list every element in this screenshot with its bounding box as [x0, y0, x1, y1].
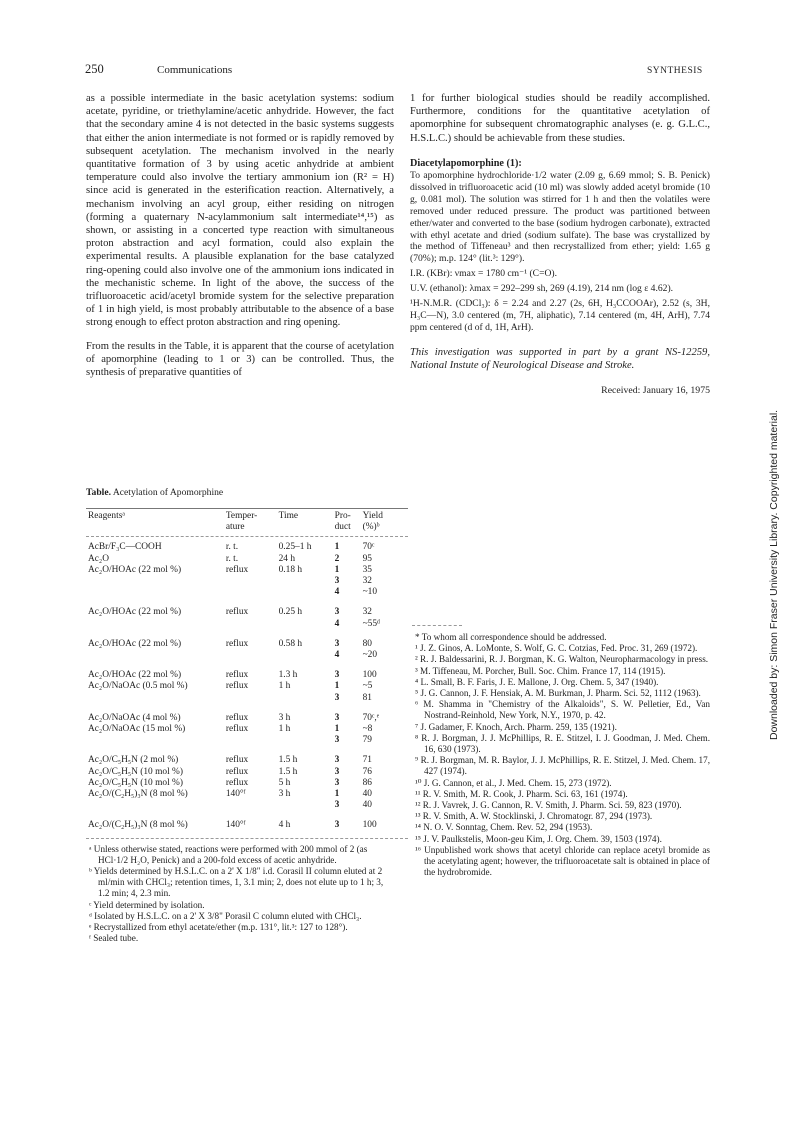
table-row — [86, 704, 408, 724]
experimental-section — [410, 170, 710, 334]
cell-yield: 76 — [362, 766, 372, 777]
cell-temperature: reflux — [225, 724, 249, 735]
cell-temperature — [224, 800, 277, 811]
cell-reagents — [86, 693, 224, 704]
reference-item: ¹³ R. V. Smith, A. W. Stocklinski, J. Chromatogr. 87, 294 (1973). — [415, 811, 653, 822]
cell-reagents: Ac₂O/C₅H₅N (2 mol %) — [88, 755, 179, 766]
cell-time — [277, 693, 333, 704]
reference-item: ¹⁰ J. G. Cannon, et al., J. Med. Chem. 15, 273 (1972). — [415, 777, 612, 788]
reference-item: ¹ J. Z. Ginos, A. LoMonte, S. Wolf, G. C. Cotzias, Fed. Proc. 31, 269 (1972). — [415, 643, 698, 654]
header-yield-line2: (%)ᵇ — [362, 522, 380, 533]
cell-reagents — [86, 800, 224, 811]
header-product-line2: duct — [334, 522, 351, 533]
cell-product: 3 — [334, 735, 340, 746]
cell-product: 1 — [334, 681, 340, 692]
cell-temperature: r. t. — [225, 542, 239, 553]
table-footnote: ᵈ Isolated by H.S.L.C. on a 2' X 3/8" Porasil C column eluted with CHCl₃. — [89, 910, 362, 921]
cell-temperature: r. t. — [225, 553, 239, 564]
cell-reagents: Ac₂O/C₅H₅N (10 mol %) — [88, 777, 183, 788]
reference-item: ¹⁴ N. O. V. Sonntag, Chem. Rev. 52, 294 (1953). — [415, 822, 593, 833]
cell-yield: 40 — [362, 789, 372, 800]
cell-yield: ~10 — [362, 587, 378, 598]
cell-reagents: Ac₂O — [88, 553, 109, 564]
table-row — [86, 554, 408, 565]
cell-yield: 95 — [362, 553, 372, 564]
table-footnote: ᶜ Yield determined by isolation. — [89, 899, 205, 910]
cell-reagents: Ac₂O/HOAc (22 mol %) — [88, 638, 182, 649]
reference-item: ⁴ L. Small, B. F. Faris, J. E. Mallone, J. Org. Chem. 5, 347 (1940). — [415, 676, 659, 687]
reference-item: ¹² R. J. Vavrek, J. G. Cannon, R. V. Smith, J. Pharm. Sci. 59, 823 (1970). — [415, 800, 682, 811]
left-column-text — [86, 92, 394, 379]
cell-product: 1 — [334, 564, 340, 575]
cell-reagents — [86, 587, 224, 598]
cell-product: 3 — [334, 692, 340, 703]
cell-temperature — [224, 576, 277, 587]
header-temperature-line1: Temper- — [225, 511, 258, 521]
header-temperature-line2: ature — [225, 522, 245, 533]
cell-product: 3 — [334, 777, 340, 788]
cell-time — [277, 650, 333, 661]
cell-time — [277, 587, 333, 598]
cell-reagents — [86, 650, 224, 661]
cell-time — [277, 576, 333, 587]
cell-temperature: reflux — [225, 681, 249, 692]
table-caption — [86, 487, 408, 498]
reference-item: ¹⁶ Unpublished work shows that acetyl chloride can replace acetyl bromide as the acetylating agent; however, the trifluoroacetate salt is obtained in place of the hydrobromide. — [415, 844, 710, 878]
cell-reagents: Ac₂O/HOAc (22 mol %) — [88, 564, 182, 575]
table-header-row — [86, 509, 408, 533]
cell-yield: 100 — [362, 820, 377, 831]
table-row — [86, 811, 408, 831]
cell-reagents: Ac₂O/NaOAc (0.5 mol %) — [88, 681, 188, 692]
acknowledgment: This investigation was supported in part by a grant NS-12259, National Instute of Neurological Disease and Stroke. — [410, 346, 710, 371]
cell-temperature: 140°ᶠ — [225, 820, 246, 831]
uv-data: U.V. (ethanol): λmax = 292–299 sh, 269 (4.19), 214 nm (log ε 4.62). — [410, 283, 674, 295]
cell-time: 0.58 h — [278, 638, 303, 649]
cell-product: 3 — [334, 800, 340, 811]
cell-temperature: reflux — [225, 777, 249, 788]
cell-temperature: reflux — [225, 564, 249, 575]
table-footnote: ᵃ Unless otherwise stated, reactions were performed with 200 mmol of 2 (as HCl·1/2 H₂O, Penick) and a 200-fold excess of acetic anhydride. — [89, 843, 368, 865]
table-row — [86, 587, 408, 598]
header-reagents: Reagentsᵃ — [88, 511, 125, 521]
cell-product: 3 — [334, 576, 340, 587]
cell-time — [277, 735, 333, 746]
cell-time: 1.5 h — [278, 755, 298, 766]
table-row — [86, 778, 408, 789]
cell-temperature — [224, 619, 277, 630]
table-caption-label: Table. — [86, 487, 111, 498]
cell-time: 3 h — [278, 712, 291, 723]
cell-yield: ~8 — [362, 724, 373, 735]
cell-time: 5 h — [278, 777, 291, 788]
cell-time: 1 h — [278, 724, 291, 735]
table-row — [86, 576, 408, 587]
cell-yield: ~20 — [362, 650, 378, 661]
references-rule — [412, 625, 462, 626]
table-body — [86, 542, 408, 831]
paragraph: 1 for further biological studies should be readily accomplished. Furthermore, conditions for the quantitative acetylation of apomorphine for subsequent chromatographic analyses (e. g. G.L.C., H.S.L.C.) should be achievable from these studies. — [410, 93, 710, 144]
cell-yield: 40 — [362, 800, 372, 811]
cell-product: 4 — [334, 618, 340, 629]
cell-temperature — [224, 650, 277, 661]
table-row — [86, 565, 408, 576]
cell-product: 3 — [334, 607, 340, 618]
table-bottom-rule — [86, 838, 408, 839]
cell-temperature — [224, 587, 277, 598]
cell-time: 3 h — [278, 789, 291, 800]
cell-temperature — [224, 693, 277, 704]
reference-item: ⁹ R. J. Borgman, M. R. Baylor, J. J. McPhillips, R. E. Stitzel, J. Med. Chem. 17, 427 (1974). — [415, 755, 710, 777]
table-footnote: ᶠ Sealed tube. — [89, 933, 139, 944]
cell-time: 1 h — [278, 681, 291, 692]
cell-time: 1.5 h — [278, 766, 298, 777]
table-grid — [86, 509, 408, 832]
cell-yield: 100 — [362, 670, 377, 681]
table-row — [86, 735, 408, 746]
header-product-line1: Pro- — [334, 511, 351, 521]
experimental-heading: Diacetylapomorphine (1): — [410, 157, 522, 169]
cell-time: 0.25–1 h — [278, 542, 312, 553]
table-row — [86, 789, 408, 800]
reference-item: ⁶ M. Shamma in "Chemistry of the Alkaloids", S. W. Pelletier, Ed., Van Nostrand-Reinhold, New York, N.Y., 1970, p. 42. — [415, 699, 710, 721]
cell-product: 3 — [334, 670, 340, 681]
cell-product: 3 — [334, 638, 340, 649]
journal-name: SYNTHESIS — [647, 66, 703, 76]
header-yield-line1: Yield — [362, 511, 383, 521]
cell-product: 3 — [334, 755, 340, 766]
cell-yield: 81 — [362, 692, 372, 703]
table-row — [86, 619, 408, 630]
cell-time — [277, 619, 333, 630]
table-row — [86, 598, 408, 618]
table-row — [86, 650, 408, 661]
section-title: Communications — [157, 64, 233, 76]
cell-yield: 71 — [362, 755, 372, 766]
table-row — [86, 746, 408, 766]
cell-yield: 35 — [362, 564, 372, 575]
cell-product: 1 — [334, 724, 340, 735]
header-time: Time — [278, 511, 299, 521]
reference-item: ⁸ R. J. Borgman, J. J. McPhillips, R. E. Stitzel, I. J. Goodman, J. Med. Chem. 16, 630 (1973). — [415, 732, 710, 755]
cell-yield: 70ᶜ,ᵉ — [362, 712, 380, 723]
cell-product: 2 — [334, 553, 340, 564]
cell-reagents: Ac₂O/(C₂H₅)₃N (8 mol %) — [88, 820, 188, 831]
table-footnotes — [86, 844, 396, 945]
cell-time — [277, 800, 333, 811]
reference-item: * To whom all correspondence should be addressed. — [415, 632, 607, 642]
cell-reagents — [86, 576, 224, 587]
cell-yield: 70ᶜ — [362, 542, 375, 553]
cell-reagents: Ac₂O/C₅H₅N (10 mol %) — [88, 766, 183, 777]
cell-reagents: Ac₂O/HOAc (22 mol %) — [88, 607, 182, 618]
cell-yield: 32 — [362, 576, 372, 587]
cell-product: 1 — [334, 542, 340, 553]
table-row — [86, 724, 408, 735]
cell-product: 4 — [334, 650, 340, 661]
table-header-rule — [86, 536, 408, 537]
right-column-text — [410, 92, 710, 397]
cell-time: 4 h — [278, 820, 291, 831]
cell-yield: 79 — [362, 735, 372, 746]
table-row — [86, 630, 408, 650]
cell-time: 1.3 h — [278, 670, 298, 681]
references — [412, 625, 710, 878]
results-table — [86, 487, 408, 945]
header-yield — [361, 509, 408, 533]
ir-data: I.R. (KBr): νmax = 1780 cm⁻¹ (C=O). — [410, 268, 557, 280]
header-product — [333, 509, 361, 533]
cell-temperature: reflux — [225, 712, 249, 723]
download-notice-text: Downloaded by: Simon Fraser University Library. Copyrighted material. — [768, 409, 780, 740]
cell-temperature — [224, 735, 277, 746]
table-row — [86, 661, 408, 681]
reference-item: ¹¹ R. V. Smith, M. R. Cook, J. Pharm. Sci. 63, 161 (1974). — [415, 788, 628, 799]
cell-time: 0.18 h — [278, 564, 303, 575]
table-caption-text: Acetylation of Apomorphine — [112, 487, 224, 498]
cell-reagents: Ac₂O/NaOAc (15 mol %) — [88, 724, 186, 735]
received-date: Received: January 16, 1975 — [601, 385, 710, 397]
cell-product: 3 — [334, 820, 340, 831]
cell-time: 24 h — [278, 553, 296, 564]
cell-temperature: reflux — [225, 638, 249, 649]
cell-yield: 86 — [362, 777, 372, 788]
table-row — [86, 800, 408, 811]
cell-yield: 80 — [362, 638, 372, 649]
experimental-body: To apomorphine hydrochloride·1/2 water (2.09 g, 6.69 mmol; S. B. Penick) dissolved in trifluoroacetic acid (10 ml) was slowly added acetyl bromide (10 g, 0.081 mol). The solution was stirred for 1 h and then the volatiles were removed under reduced pressure. The product was partitioned between ether/water and converted to the base (sodium hydrogen carbonate), extracted with ethyl acetate and dried (sodium sulfate). The base was crystallized by the method of Tiffeneau³ and then recrystallized from ether; yield: 1.65 g (70%); m.p. 124° (lit.³: 129°). — [410, 170, 710, 265]
nmr-data: ¹H-N.M.R. (CDCl₃): δ = 2.24 and 2.27 (2s, 6H, H₃CCOOAr), 2.52 (s, 3H, H₃C—N), 3.0 centered (m, 7H, aliphatic), 7.14 centered (m, 4H, ArH), 7.74 ppm centered (d of d, 1H, ArH). — [410, 298, 710, 333]
cell-yield: 32 — [362, 607, 372, 618]
page-number: 250 — [85, 62, 104, 76]
cell-product: 3 — [334, 766, 340, 777]
cell-product: 4 — [334, 587, 340, 598]
table-row — [86, 693, 408, 704]
table-row — [86, 681, 408, 692]
cell-product: 1 — [334, 789, 340, 800]
cell-temperature: 140°ᶠ — [225, 789, 246, 800]
cell-reagents: AcBr/F₃C—COOH — [88, 542, 162, 553]
reference-item: ⁷ J. Gadamer, F. Knoch, Arch. Pharm. 259, 135 (1921). — [415, 721, 617, 732]
cell-time: 0.25 h — [278, 607, 303, 618]
paragraph: as a possible intermediate in the basic acetylation systems: sodium acetate, pyridine, or triethylamine/acetic anhydride. However, the fact that the secondary amine 4 is not detected in the basic systems suggests that either the anion intermediate is not formed or is rapidly removed by subsequent acetylation. The mechanism involved in the nearly quantitative formation of 3 by using acetic anhydride at ambient temperature could also involve the tertiary ammonium ion (R² = H) since acid is generated in the esterification reaction. Alternatively, a mechanism involving an acyl group, either residing on nitrogen (forming a quaternary N-acylammonium salt intermediate¹⁴,¹⁵) as shown, or assisting in a concerted type reaction with simultaneous proton abstraction and acyl formation, could also explain the experimental results. A plausible explanation for the base catalyzed ring-opening could also involve one of the ammonium ions indicated in the mechanistic scheme. In light of the above, the success of the trifluoroacetic acid/acetyl bromide system for the selective preparation of 1 in high yield, is most probably attributable to the absence of a base strong enough to effect proton abstraction and ring opening. — [86, 93, 394, 329]
reference-item: ¹⁵ J. V. Paulkstelis, Moon-geu Kim, J. Org. Chem. 39, 1503 (1974). — [415, 833, 662, 844]
cell-temperature: reflux — [225, 766, 249, 777]
cell-temperature: reflux — [225, 755, 249, 766]
cell-reagents — [86, 735, 224, 746]
paragraph: From the results in the Table, it is apparent that the course of acetylation of apomorphine (leading to 1 or 3) can be controlled. Thus, the synthesis of preparative quantities of — [86, 340, 394, 379]
table-footnote: ᵉ Recrystallized from ethyl acetate/ether (m.p. 131°, lit.³: 127 to 128°). — [89, 922, 348, 933]
cell-reagents: Ac₂O/(C₂H₅)₃N (8 mol %) — [88, 789, 188, 800]
table-footnote: ᵇ Yields determined by H.S.L.C. on a 2' X 1/8" i.d. Corasil II column eluted at 2 ml/min with CHCl₃; retention times, 1, 3.1 min; 2, does not elute up to 1 h; 3, 1.2 min; 4, 2.3 min. — [89, 866, 384, 899]
table-row — [86, 767, 408, 778]
cell-yield: ~55ᵈ — [362, 618, 380, 629]
cell-temperature: reflux — [225, 670, 249, 681]
cell-reagents: Ac₂O/HOAc (22 mol %) — [88, 670, 182, 681]
table-row — [86, 542, 408, 553]
cell-product: 3 — [334, 712, 340, 723]
cell-reagents — [86, 619, 224, 630]
cell-temperature: reflux — [225, 607, 249, 618]
header-temperature — [224, 509, 277, 533]
cell-yield: ~5 — [362, 681, 373, 692]
reference-item: ² R. J. Baldessarini, R. J. Borgman, K. G. Walton, Neuropharmacology in press. — [415, 654, 709, 665]
reference-item: ⁵ J. G. Cannon, J. F. Hensiak, A. M. Burkman, J. Pharm. Sci. 52, 1112 (1963). — [415, 688, 701, 699]
reference-item: ³ M. Tiffeneau, M. Porcher, Bull. Soc. Chim. France 17, 114 (1915). — [415, 665, 666, 676]
cell-reagents: Ac₂O/NaOAc (4 mol %) — [88, 712, 181, 723]
download-notice — [752, 240, 780, 740]
